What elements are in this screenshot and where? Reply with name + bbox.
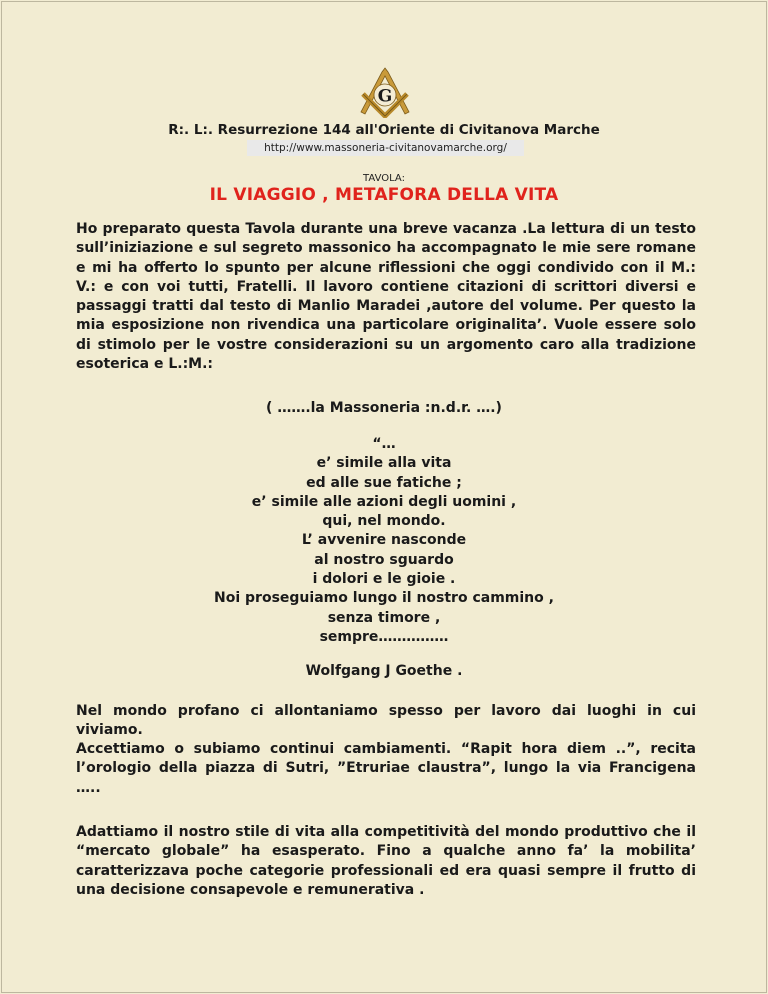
poem-line: qui, nel mondo.: [322, 513, 446, 530]
body-paragraph: Nel mondo profano ci allontaniamo spesso per lavoro dai luoghi in cui viviamo.: [76, 703, 696, 739]
editor-note: ( …….la Massoneria :n.d.r. ….): [266, 400, 502, 416]
page-title: IL VIAGGIO , METAFORA DELLA VITA: [209, 185, 559, 205]
lodge-name: R:. L:. Resurrezione 144 all'Oriente di Civitanova Marche: [168, 122, 600, 138]
poem-line: i dolori e le gioie .: [312, 571, 456, 588]
poem-line: L’ avvenire nasconde: [301, 532, 467, 549]
body-paragraph: Accettiamo o subiamo continui cambiamenti. “Rapit hora diem ..”, recita l’orologio della piazza di Sutri, ”Etruriae claustra”, lungo la via Francigena …..: [76, 741, 696, 796]
poem-line: senza timore ,: [327, 609, 441, 626]
poem-line: sempre……………: [319, 628, 449, 645]
poem-line: ed alle sue fatiche ;: [306, 474, 462, 491]
website-url[interactable]: http://www.massoneria-civitanovamarche.org/: [247, 140, 524, 156]
body-paragraph: Adattiamo il nostro stile di vita alla competitività del mondo produttivo che il “mercato globale” ha esasperato. Fino a qualche anno fa’ la mobilita’ caratterizzava poche categorie professionali ed era quasi sempre il frutto di una decisione consapevole e remunerativa .: [76, 824, 696, 898]
poem-line: Noi proseguiamo lungo il nostro cammino ,: [214, 590, 554, 607]
goethe-poem: [0, 435, 768, 647]
poem-line: e’ simile alla vita: [316, 455, 452, 472]
poem-line: al nostro sguardo: [314, 551, 454, 568]
tavola-label: TAVOLA:: [363, 173, 405, 184]
poem-line: e’ simile alle azioni degli uomini ,: [251, 493, 517, 510]
intro-paragraph: Ho preparato questa Tavola durante una breve vacanza .La lettura di un testo sull’iniziazione e sul segreto massonico ha accompagnato le mie sere romane e mi ha offerto lo spunto per alcune riflessioni che oggi condivido con il M.: V.: e con voi tutti, Fratelli. Il lavoro contiene citazioni di scrittori diversi e passaggi tratti dal testo di Manlio Maradei ,autore del volume. Per questo la mia esposizione non rivendica una particolare originalita’. Vuole essere solo di stimolo per le vostre considerazioni su un argomento caro alla tradizione esoterica e L.:M.:: [76, 221, 696, 373]
poem-author: Wolfgang J Goethe .: [305, 663, 463, 679]
logo-letter: G: [377, 86, 393, 107]
square-compass-g-icon: [357, 66, 413, 118]
poem-line: “…: [372, 436, 396, 452]
